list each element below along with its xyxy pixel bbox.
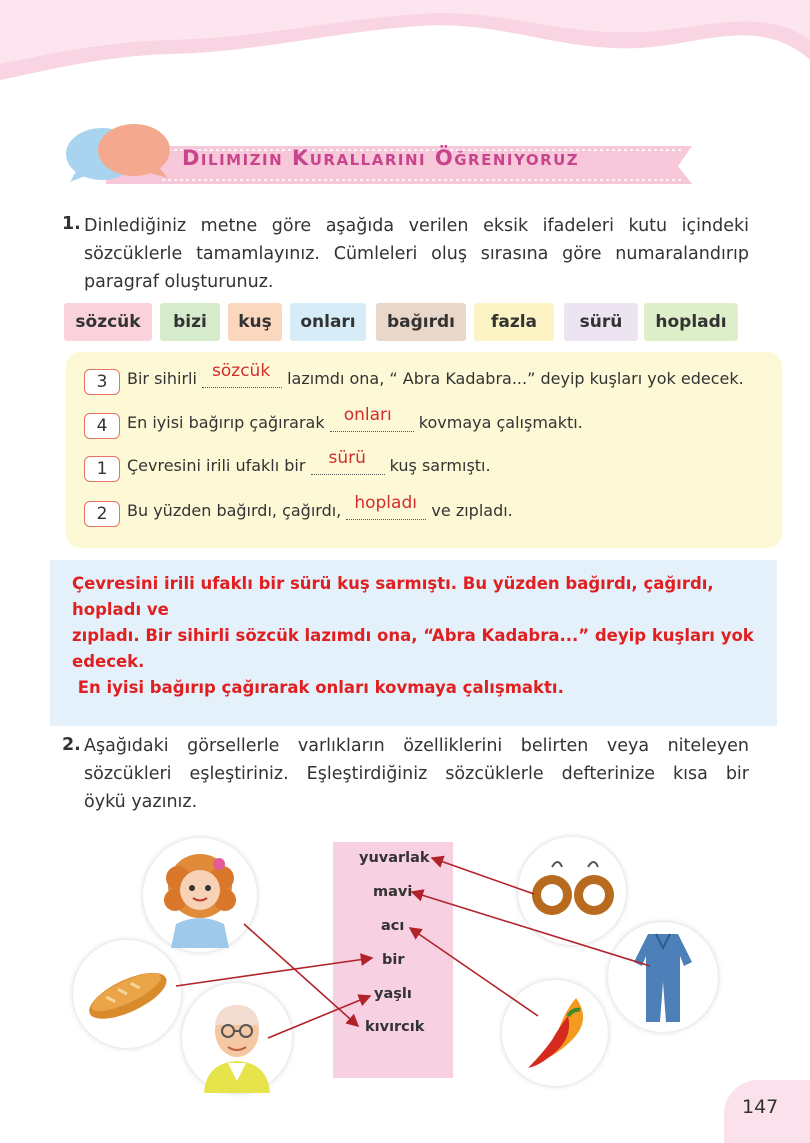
word-tag-bizi: bizi <box>160 303 220 341</box>
sentence-row <box>127 361 744 388</box>
question-1-line: sözcüklerle tamamlayınız. Cümleleri oluş sırasına göre numaralandırıp <box>84 244 749 264</box>
word-yaşlı[interactable]: yaşlı <box>374 986 412 1002</box>
question-2-text <box>84 732 749 816</box>
sentence-answer[interactable]: hopladı <box>354 493 417 513</box>
sentence-text: Çevresini irili ufaklı bir <box>127 456 311 475</box>
sentence-row <box>127 405 583 432</box>
page-number: 147 <box>742 1096 779 1118</box>
speech-bubbles-icon <box>64 120 174 186</box>
matching-arrows <box>0 820 810 1060</box>
paragraph-answer <box>72 571 772 701</box>
sentence-text: kovmaya çalışmaktı. <box>413 413 583 432</box>
sentence-answer[interactable]: onları <box>343 405 392 425</box>
sentence-order-box[interactable]: 3 <box>84 369 120 395</box>
paragraph-line: zıpladı. Bir sihirli sözcük lazımdı ona, “Abra Kadabra...” deyip kuşları yok edecek. <box>72 626 754 671</box>
word-tag-onları: onları <box>290 303 366 341</box>
sentence-text: Bu yüzden bağırdı, çağırdı, <box>127 501 347 520</box>
sentence-answer[interactable]: sözcük <box>212 361 271 381</box>
question-2-line: Aşağıdaki görsellerle varlıkların özelliklerini belirten veya niteleyen <box>84 736 749 756</box>
word-tag-kuş: kuş <box>228 303 282 341</box>
paragraph-line: Çevresini irili ufaklı bir sürü kuş sarmıştı. Bu yüzden bağırdı, çağırdı, hopladı ve <box>72 574 714 619</box>
sentence-row <box>127 493 513 520</box>
word-acı[interactable]: acı <box>381 918 405 934</box>
sentence-row <box>127 448 491 475</box>
question-2-line: sözcükleri eşleştiriniz. Eşleştirdiğiniz sözcüklerle defterinize kısa bir <box>84 764 749 784</box>
question-1-number: 1. <box>62 214 81 234</box>
word-tag-sözcük: sözcük <box>64 303 152 341</box>
paragraph-line: En iyisi bağırıp çağırarak onları kovmaya çalışmaktı. <box>72 678 564 697</box>
page-title: Dilimizin Kurallarını Öğreniyoruz <box>182 146 580 170</box>
word-yuvarlak[interactable]: yuvarlak <box>359 850 430 866</box>
word-tag-fazla: fazla <box>474 303 554 341</box>
question-2-line: öykü yazınız. <box>84 792 198 812</box>
sentence-text: kuş sarmıştı. <box>384 456 491 475</box>
sentence-text: Bir sihirli <box>127 369 203 388</box>
word-mavi[interactable]: mavi <box>373 884 413 900</box>
sentence-text: lazımdı ona, “ Abra Kadabra...” deyip kuşları yok edecek. <box>282 369 744 388</box>
question-1-line: Dinlediğiniz metne göre aşağıda verilen eksik ifadeleri kutu içindeki <box>84 216 749 236</box>
sentence-text: En iyisi bağırıp çağırarak <box>127 413 330 432</box>
question-2-number: 2. <box>62 735 81 755</box>
word-tag-bağırdı: bağırdı <box>376 303 466 341</box>
question-1-text <box>84 212 749 296</box>
word-bir[interactable]: bir <box>382 952 405 968</box>
top-wave-decoration <box>0 0 810 90</box>
sentence-order-box[interactable]: 2 <box>84 501 120 527</box>
sentence-text: ve zıpladı. <box>426 501 513 520</box>
sentence-order-box[interactable]: 4 <box>84 413 120 439</box>
word-tag-hopladı: hopladı <box>644 303 738 341</box>
sentence-answer[interactable]: sürü <box>328 448 366 468</box>
word-tag-sürü: sürü <box>564 303 638 341</box>
sentence-order-box[interactable]: 1 <box>84 456 120 482</box>
word-kıvırcık[interactable]: kıvırcık <box>365 1019 425 1035</box>
question-1-line: paragraf oluşturunuz. <box>84 272 274 292</box>
